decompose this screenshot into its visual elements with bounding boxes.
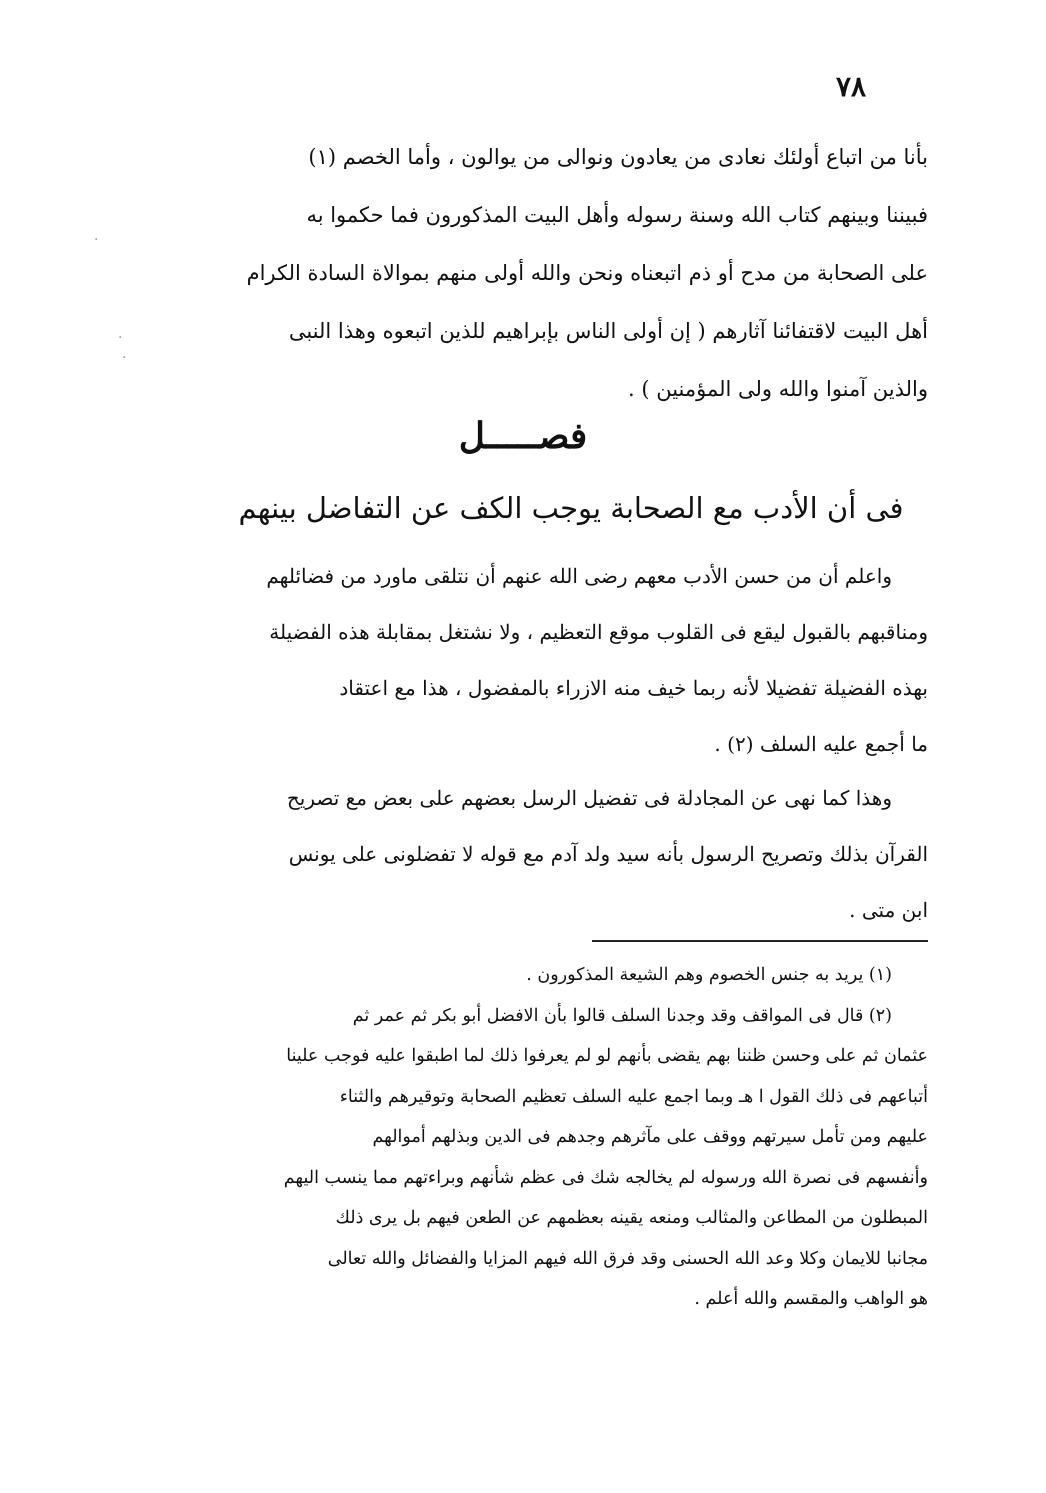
footnote-line: أتباعهم فى ذلك القول ا هـ وبما اجمع عليه السلف تعظيم الصحابة وتوقيرهم والثناء — [339, 1086, 928, 1107]
footnote-line: مجانبا للايمان وكلا وعد الله الحسنى وقد فرق الله فيهم المزايا والفضائل والله تعالى — [327, 1248, 928, 1269]
text-line: وهذا كما نهى عن المجادلة فى تفضيل الرسل بعضهم على بعض مع تصريح — [286, 786, 892, 810]
footnote-line: عثمان ثم على وحسن ظننا بهم يقضى بأنهم لو لم يعرفوا ذلك لما اطبقوا عليه فوجب علينا — [286, 1046, 928, 1066]
paragraph-3 — [214, 770, 928, 938]
text-line: القرآن بذلك وتصريح الرسول بأنه سيد ولد آدم مع قوله لا تفضلونى على يونس — [288, 842, 928, 866]
text-line: ومناقبهم بالقبول ليقع فى القلوب موقع التعظيم ، ولا نشتغل بمقابلة هذه الفضيلة — [269, 620, 928, 644]
footnote-line: عليهم ومن تأمل سيرتهم ووقف على مآثرهم وجدهم فى الدين وبذلهم أموالهم — [372, 1127, 928, 1147]
paragraph-2 — [214, 548, 928, 772]
text-line: بهذه الفضيلة تفضيلا لأنه ربما خيف منه الازراء بالمفضول ، هذا مع اعتقاد — [339, 676, 928, 700]
text-line: واعلم أن من حسن الأدب معهم رضى الله عنهم أن نتلقى ماورد من فضائلهم — [266, 564, 892, 588]
section-title: فصـــــل — [458, 415, 588, 457]
footnote-line: المبطلون من المطاعن والمثالب ومنعه يقينه بعظمهم عن الطعن فيهم بل يرى ذلك — [335, 1208, 928, 1228]
text-line: والذين آمنوا والله ولى المؤمنين ) . — [627, 377, 928, 401]
text-line: ابن متى . — [849, 898, 928, 922]
scan-speck: · — [118, 330, 123, 346]
footnote-line: وأنفسهم فى نصرة الله ورسوله لم يخالجه شك فى عظم شأنهم وبراءتهم مما ينسب اليهم — [283, 1167, 928, 1188]
footnote-line: هو الواهب والمقسم والله أعلم . — [694, 1289, 928, 1309]
footnotes — [214, 955, 928, 1320]
scan-speck: · — [122, 350, 127, 366]
text-line: على الصحابة من مدح أو ذم اتبعناه ونحن والله أولى منهم بموالاة السادة الكرام — [246, 261, 928, 285]
scan-speck: · — [94, 232, 99, 248]
text-line: بأنا من اتباع أولئك نعادى من يعادون ونوالى من يوالون ، وأما الخصم (١) — [308, 145, 928, 169]
footnote-divider — [592, 940, 928, 942]
page-number: ٧٨ — [836, 70, 867, 103]
text-line: فبيننا وبينهم كتاب الله وسنة رسوله وأهل البيت المذكورون فما حكموا به — [306, 203, 928, 227]
text-line: أهل البيت لاقتفائنا آثارهم ( إن أولى الناس بإبراهيم للذين اتبعوه وهذا النبى — [288, 319, 928, 343]
section-subtitle: فى أن الأدب مع الصحابة يوجب الكف عن التفاضل بينهم — [238, 491, 904, 525]
text-line: ما أجمع عليه السلف (٢) . — [714, 732, 928, 756]
footnote-line: (١) يريد به جنس الخصوم وهم الشيعة المذكورون . — [526, 965, 892, 985]
footnote-line: (٢) قال فى المواقف وقد وجدنا السلف قالوا بأن الافضل أبو بكر ثم عمر ثم — [352, 1005, 892, 1026]
paragraph-1 — [214, 128, 928, 418]
